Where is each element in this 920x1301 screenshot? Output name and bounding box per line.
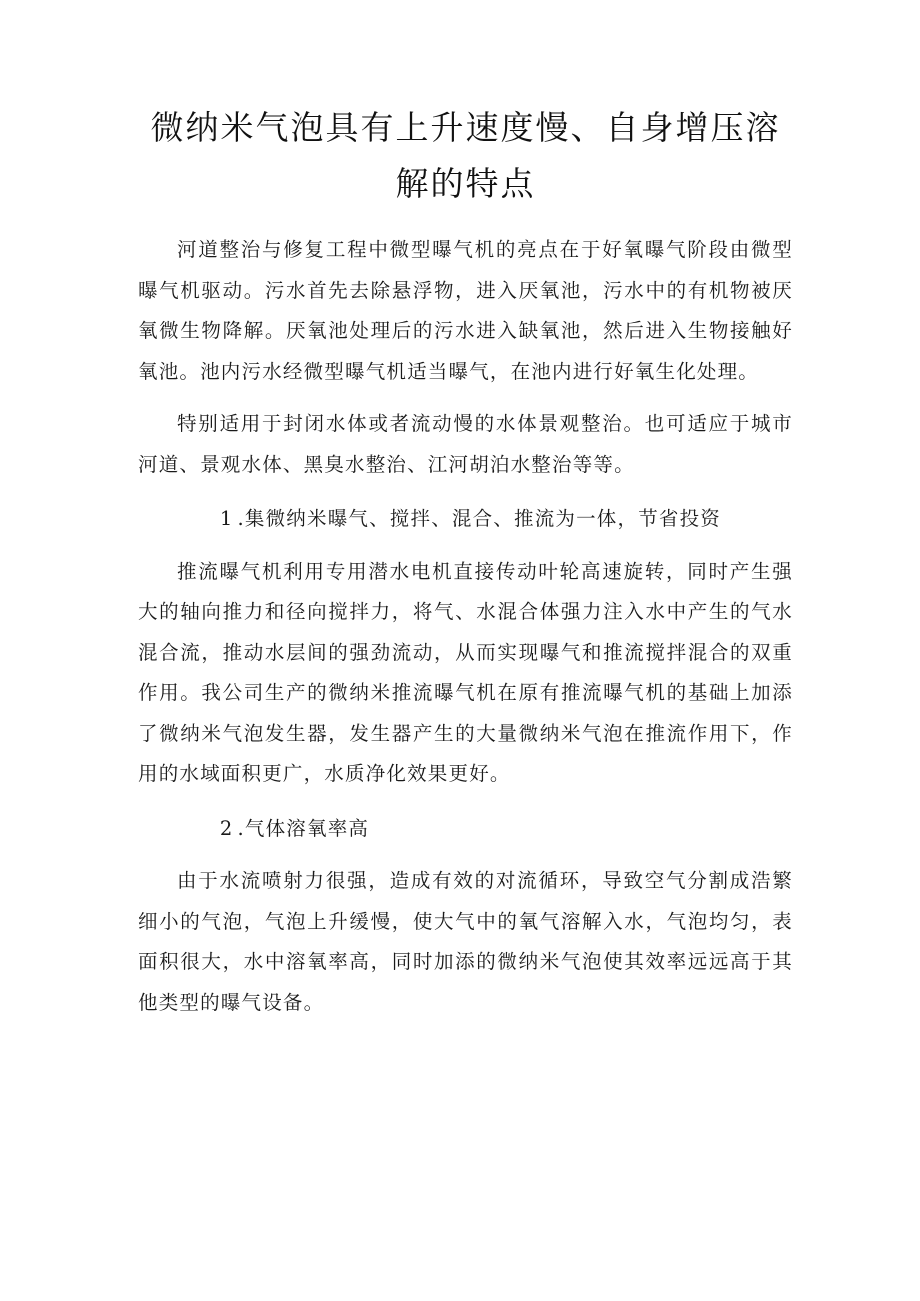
- paragraph-intro: 河道整治与修复工程中微型曝气机的亮点在于好氧曝气阶段由微型曝气机驱动。污水首先去除悬浮物，进入厌氧池，污水中的有机物被厌氧微生物降解。厌氧池处理后的污水进入缺氧池，然后进入生物接触好氧池。池内污水经微型曝气机适当曝气，在池内进行好氧生化处理。: [138, 238, 793, 383]
- paragraph-application: 特别适用于封闭水体或者流动慢的水体景观整治。也可适应于城市河道、景观水体、黑臭水整治、江河胡泊水整治等等。: [138, 412, 793, 476]
- section-heading-2: [138, 809, 793, 850]
- section-heading-1-text: .集微纳米曝气、搅拌、混合、推流为一体，节省投资: [237, 507, 721, 530]
- document-title: 微纳米气泡具有上升速度慢、自身增压溶解的特点: [150, 108, 781, 203]
- section-heading-2-number: 2: [219, 816, 234, 840]
- section-heading-2-text: .气体溶氧率高: [237, 816, 370, 840]
- section-heading-1: [138, 499, 793, 540]
- section-heading-1-number: 1: [219, 507, 234, 530]
- document-page: [138, 100, 793, 1023]
- paragraph-push-flow: 推流曝气机利用专用潜水电机直接传动叶轮高速旋转，同时产生强大的轴向推力和径向搅拌力，将气、水混合体强力注入水中产生的气水混合流，推动水层间的强劲流动，从而实现曝气和推流搅拌混合的双重作用。我公司生产的微纳米推流曝气机在原有推流曝气机的基础上加添了微纳米气泡发生器，发生器产生的大量微纳米气泡在推流作用下，作用的水域面积更广，水质净化效果更好。: [138, 559, 793, 785]
- paragraph-oxygen-rate: 由于水流喷射力很强，造成有效的对流循环，导致空气分割成浩繁细小的气泡，气泡上升缓慢，使大气中的氧气溶解入水，气泡均匀，表面积很大，水中溶氧率高，同时加添的微纳米气泡使其效率远远高于其他类型的曝气设备。: [138, 869, 793, 1014]
